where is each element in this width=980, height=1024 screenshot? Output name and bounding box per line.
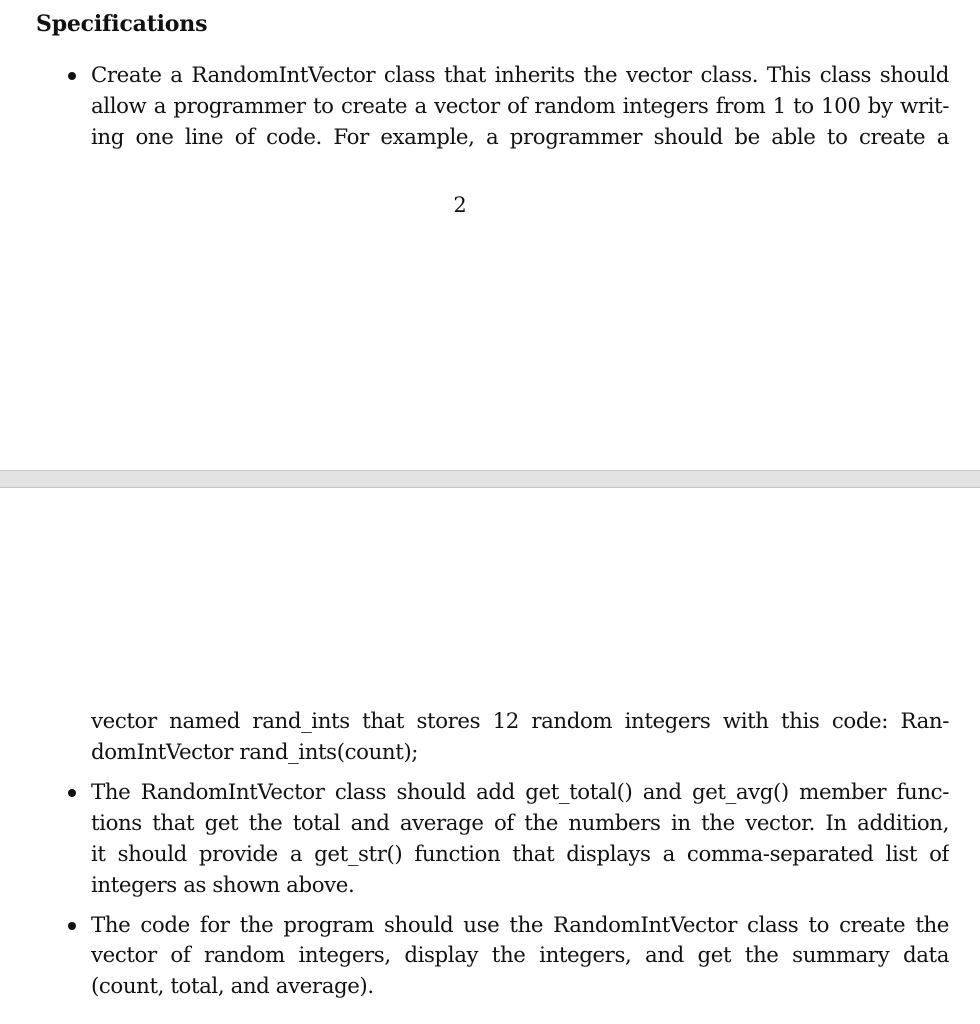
bullet-2-line-1: The RandomIntVector class should add get_total() and get_avg() member func- [91, 780, 949, 805]
bullet-1-line-1: Create a RandomIntVector class that inherits the vector class. This class should [91, 63, 949, 88]
bullet-marker [68, 922, 76, 930]
bullet-1-line-2: allow a programmer to create a vector of random integers from 1 to 100 by writ- [91, 94, 949, 119]
page-separator [0, 470, 980, 488]
bullet-3-line-2: vector of random integers, display the integers, and get the summary data [91, 943, 949, 968]
bullet-3-line-3: (count, total, and average). [91, 974, 374, 999]
bullet-marker [68, 789, 76, 797]
bullet-1-line-3: ing one line of code. For example, a programmer should be able to create a [91, 125, 949, 150]
bullet-3-line-1: The code for the program should use the RandomIntVector class to create the [91, 913, 949, 938]
section-heading: Specifications [36, 11, 208, 37]
document-page-bottom [0, 488, 980, 1024]
bullet-marker [68, 72, 76, 80]
page-number: 2 [453, 193, 467, 217]
bullet-1-line-5: domIntVector rand_ints(count); [91, 740, 419, 765]
document-page-top [0, 0, 980, 470]
bullet-2-line-3: it should provide a get_str() function that displays a comma-separated list of [91, 842, 949, 867]
bullet-2-line-4: integers as shown above. [91, 873, 355, 898]
bullet-1-line-4: vector named rand_ints that stores 12 random integers with this code: Ran- [91, 709, 949, 734]
bullet-2-line-2: tions that get the total and average of the numbers in the vector. In addition, [91, 811, 949, 836]
